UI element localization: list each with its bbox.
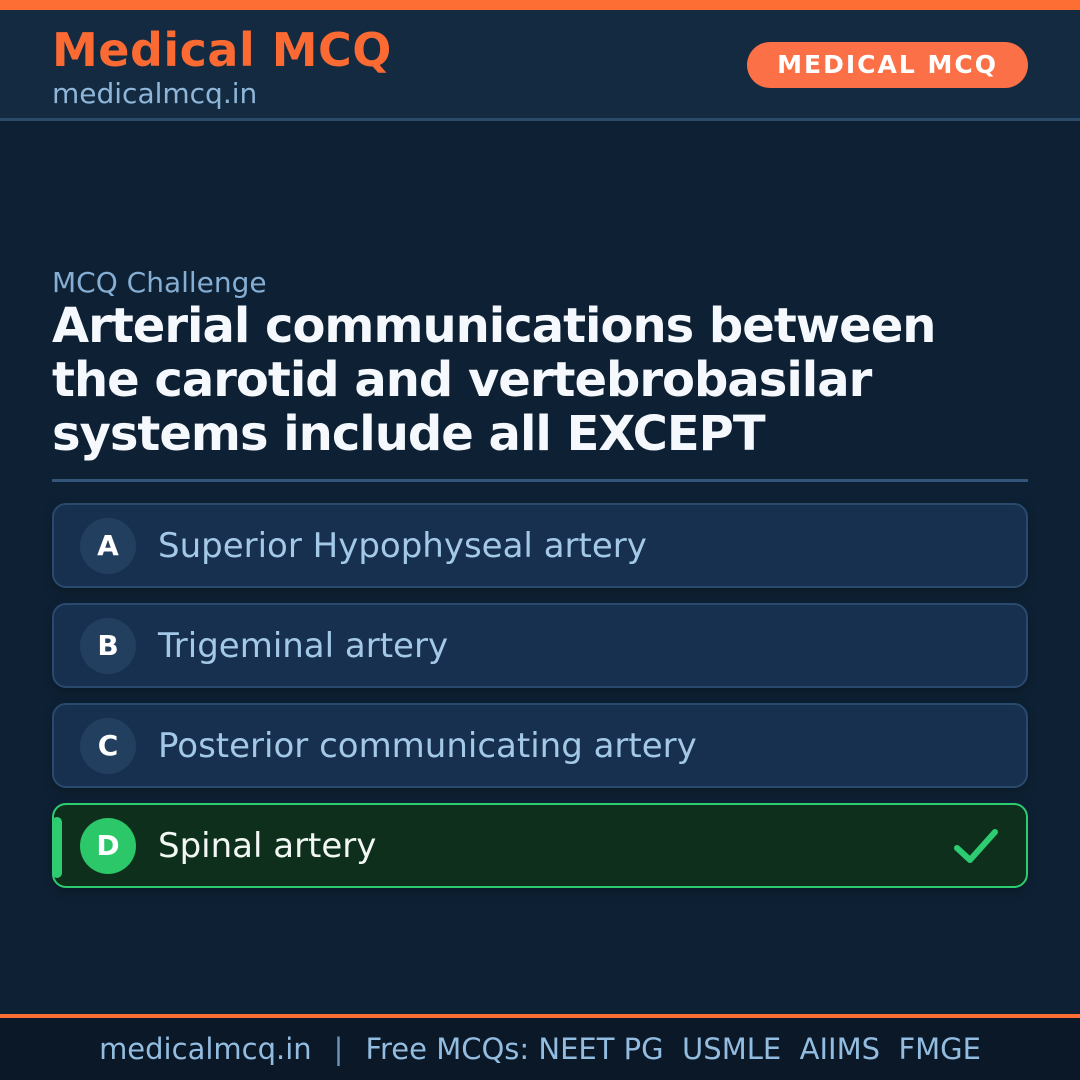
question-line-3: systems include all EXCEPT (52, 406, 765, 462)
footer-separator: | (333, 1032, 344, 1066)
kicker-label: MCQ Challenge (52, 266, 267, 299)
question-text (52, 299, 1032, 461)
option-b[interactable] (52, 603, 1028, 688)
footer (0, 1014, 1080, 1080)
option-c-label: Posterior communicating artery (158, 725, 697, 766)
option-d-label: Spinal artery (158, 825, 377, 866)
option-c-letter-badge: C (80, 718, 136, 774)
option-a-letter-badge: A (80, 518, 136, 574)
option-a[interactable] (52, 503, 1028, 588)
question-divider (52, 479, 1028, 482)
question-line-2: the carotid and vertebrobasilar (52, 352, 872, 408)
header (0, 10, 1080, 121)
brand-badge: MEDICAL MCQ (747, 42, 1028, 88)
option-d-letter-badge: D (80, 818, 136, 874)
brand-title: Medical MCQ (52, 23, 392, 77)
brand-subtitle: medicalmcq.in (52, 76, 258, 110)
option-c[interactable] (52, 703, 1028, 788)
option-b-letter-badge: B (80, 618, 136, 674)
footer-site: medicalmcq.in (99, 1032, 312, 1066)
option-d-correct[interactable] (52, 803, 1028, 888)
top-accent-strip (0, 0, 1080, 10)
options-list (52, 503, 1028, 903)
footer-tagline: Free MCQs: NEET PG USMLE AIIMS FMGE (365, 1032, 981, 1066)
question-line-1: Arterial communications between (52, 298, 936, 354)
check-icon (954, 828, 998, 864)
correct-accent-bar (52, 817, 62, 878)
option-a-label: Superior Hypophyseal artery (158, 525, 647, 566)
option-b-label: Trigeminal artery (158, 625, 449, 666)
